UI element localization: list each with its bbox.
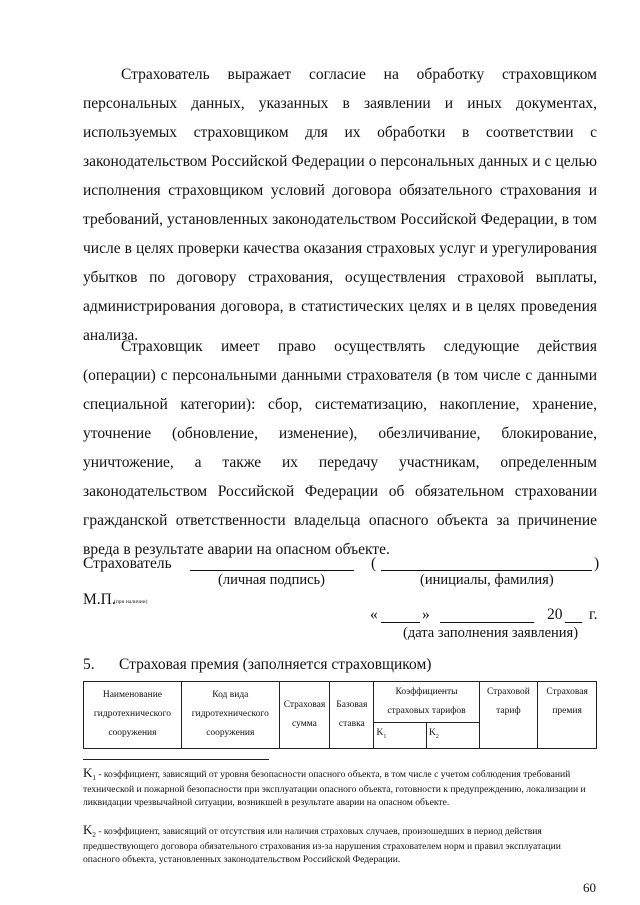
footnote-k1	[83, 767, 597, 809]
section-title: Страховая премия (заполняется страховщиком)	[119, 656, 432, 673]
coef-k1-sub: 1	[383, 733, 387, 740]
footnote-divider	[83, 759, 269, 760]
name-caption: (инициалы, фамилия)	[420, 572, 554, 588]
paren-close: )	[594, 555, 600, 572]
date-day-line[interactable]	[381, 622, 420, 623]
coef-k2: K	[429, 728, 436, 738]
footnote-k2	[83, 824, 597, 866]
footnote-k2-sub: 2	[92, 830, 96, 839]
col-premium-header: Страховая премия	[538, 682, 597, 749]
year-suffix: г.	[589, 606, 598, 623]
stamp-note: (при наличии)	[114, 599, 148, 605]
footnote-k2-mark: K	[83, 822, 93, 837]
paren-open: (	[371, 555, 377, 572]
date-close-quote: »	[422, 606, 430, 623]
coef-k2-cell	[427, 723, 480, 749]
date-year-line[interactable]	[565, 622, 582, 623]
consent-paragraph: Страхователь выражает согласие на обработку страховщиком персональных данных, указанных в заявлении и иных документах, используемых страховщиком для их обработки в соответствии с законодательством Российской Федерации о персональных данных и с целью исполнения страховщиком условий договора обязательного страхования и требований, установленных законодательством Российской Федерации, в том числе в целях проверки качества оказания страховых услуг и урегулирования убытков по договору страхования, осуществления страховой выплаты, администрирования договора, в статистических целях и в целях проведения анализа.	[83, 66, 597, 344]
coef-k1-cell	[374, 723, 427, 749]
signature-caption: (личная подпись)	[218, 572, 325, 588]
coef-k1: K	[376, 728, 384, 738]
col-base-header: Базовая ставка	[330, 682, 374, 749]
footnote-k1-sub: 1	[92, 773, 96, 782]
footnote-k2-text: - коэффициент, зависящий от отсутствия или наличия страховых случаев, произошедших в период действия предшествующего договора обязательного страхования из-за нарушения страхователем норм и правил эксплуатации опасного объекта, установленных законодательством Российской Федерации.	[83, 826, 561, 865]
stamp-label: М.П.	[83, 591, 116, 608]
date-caption: (дата заполнения заявления)	[403, 625, 579, 641]
col-name-header: Наименование гидротехнического сооружения	[84, 682, 182, 749]
section-number: 5.	[83, 656, 95, 673]
col-tariff-header: Страховой тариф	[479, 682, 538, 749]
signature-line[interactable]	[190, 570, 354, 571]
col-code-header: Код вида гидротехнического сооружения	[181, 682, 279, 749]
page-number: 60	[583, 880, 596, 895]
premium-table	[83, 681, 597, 749]
col-sum-header: Страховая сумма	[279, 682, 329, 749]
year-prefix: 20	[547, 606, 563, 623]
coef-k2-sub: 2	[435, 733, 439, 740]
footnote-k1-text: - коэффициент, зависящий от уровня безопасности опасного объекта, в том числе с учетом соблюдения требований технической и пожарной безопасности при эксплуатации опасного объекта, готовности к предупреждению, локализации и ликвидации чрезвычайной ситуации, возникшей в результате аварии на опасном объекте.	[83, 769, 586, 808]
date-month-line[interactable]	[440, 622, 534, 623]
name-line[interactable]	[381, 570, 592, 571]
policyholder-label: Страхователь	[83, 555, 172, 572]
footnote-k1-mark: K	[83, 765, 93, 780]
date-open-quote: «	[370, 606, 378, 623]
col-coef-header: Коэффициенты страховых тарифов	[374, 682, 479, 723]
operations-paragraph: Страховщик имеет право осуществлять следующие действия (операции) с персональными данными страхователя (в том числе с данными специальной категории): сбор, систематизацию, накопление, хранение, уточнение (обновление, изменение), обезличивание, блокирование, уничтожение, а также их передачу участникам, определенным законодательством Российской Федерации об обязательном страховании гражданской ответственности владельца опасного объекта за причинение вреда в результате аварии на опасном объекте.	[83, 338, 597, 558]
